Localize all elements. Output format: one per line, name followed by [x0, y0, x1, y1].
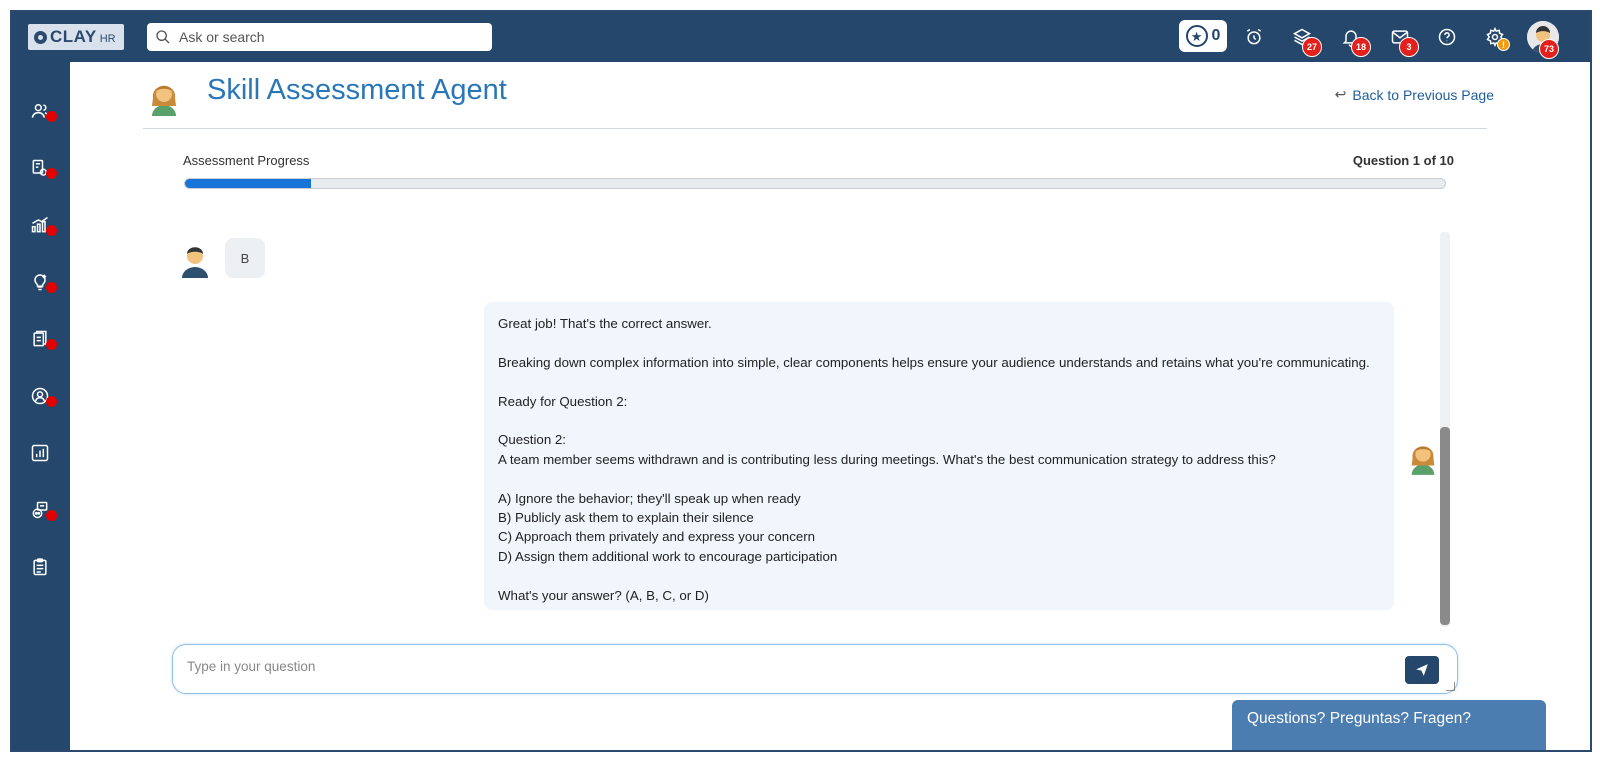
chat-scrollbar-thumb[interactable]: [1440, 427, 1450, 625]
page-title: Skill Assessment Agent: [207, 74, 507, 106]
back-arrow-icon: ↩: [1334, 86, 1347, 102]
report-chart-icon: [30, 443, 50, 463]
female-agent-avatar-icon: [146, 76, 182, 116]
layers-badge: 27: [1302, 37, 1322, 57]
sidebar-alert-dot: [46, 111, 57, 122]
sidebar-alert-dot: [46, 510, 57, 521]
message-line: What's your answer? (A, B, C, or D): [498, 587, 709, 603]
sidebar-alert-dot: [46, 339, 57, 350]
sidebar-item-agents[interactable]: [28, 498, 52, 522]
search-icon: [155, 29, 171, 45]
user-message-avatar: [178, 238, 212, 278]
answer-option-d: D) Assign them additional work to encourage participation: [498, 548, 838, 564]
message-line: Great job! That's the correct answer.: [498, 316, 712, 331]
user-message-bubble: B: [225, 238, 265, 278]
alarm-button[interactable]: [1241, 24, 1267, 50]
help-chat-tab[interactable]: Questions? Preguntas? Fragen?: [1232, 700, 1546, 752]
help-icon: [1437, 27, 1457, 47]
message-line: Breaking down complex information into simple, clear components helps ensure your audience understands and retains what you're communicating.: [498, 354, 1370, 370]
logo-suffix: HR: [99, 33, 116, 45]
sidebar-item-documents-settings[interactable]: [28, 156, 52, 180]
search-box[interactable]: [147, 23, 492, 51]
agent-message-bubble: [484, 302, 1394, 610]
messages-button[interactable]: [1387, 24, 1413, 50]
progress-label: Assessment Progress: [183, 153, 310, 168]
answer-option-b: B) Publicly ask them to explain their silence: [498, 510, 754, 525]
logo-mark-icon: [34, 31, 47, 44]
sidebar-item-tasks[interactable]: [28, 555, 52, 579]
sidebar-alert-dot: [46, 282, 57, 293]
layers-button[interactable]: [1289, 24, 1315, 50]
sidebar-alert-dot: [46, 225, 57, 236]
points-count: 0: [1211, 27, 1221, 44]
resize-handle[interactable]: [1446, 682, 1455, 691]
sidebar-item-documents[interactable]: [28, 327, 52, 351]
settings-button[interactable]: [1482, 24, 1508, 50]
message-composer: [172, 644, 1458, 694]
message-input[interactable]: [187, 659, 1367, 674]
send-icon: [1415, 663, 1429, 677]
alarm-clock-icon: [1244, 27, 1264, 47]
header-divider: [143, 128, 1487, 129]
sidebar-alert-dot: [46, 168, 57, 179]
star-icon: ★: [1186, 25, 1208, 47]
sidebar-item-profile[interactable]: [28, 384, 52, 408]
agent-avatar: [146, 76, 182, 116]
sidebar-item-ideas[interactable]: [28, 270, 52, 294]
female-agent-avatar-icon: [1406, 436, 1440, 476]
points-button[interactable]: [1179, 20, 1227, 52]
back-link-label: Back to Previous Page: [1352, 86, 1494, 103]
sidebar-item-reports[interactable]: [28, 441, 52, 465]
clipboard-icon: [30, 557, 50, 577]
help-button[interactable]: [1434, 24, 1460, 50]
question-counter: Question 1 of 10: [1352, 153, 1454, 168]
progress-bar-fill: [185, 179, 311, 188]
app-window: [10, 10, 1592, 752]
sidebar-alert-dot: [46, 396, 57, 407]
back-to-previous-page-link[interactable]: [1335, 86, 1494, 103]
sidebar-item-people[interactable]: [28, 99, 52, 123]
progress-bar: [184, 178, 1446, 189]
notifications-button[interactable]: [1338, 24, 1364, 50]
message-line: Ready for Question 2:: [498, 393, 628, 409]
message-line: A team member seems withdrawn and is contributing less during meetings. What's the best communication strategy to address this?: [498, 451, 1276, 467]
sidebar-item-growth[interactable]: [28, 213, 52, 237]
message-line: Question 2:: [498, 432, 567, 448]
settings-alert-badge: !: [1497, 38, 1510, 51]
left-sidebar: [12, 62, 70, 752]
answer-option-c: C) Approach them privately and express your concern: [498, 529, 816, 545]
chat-scrollbar[interactable]: [1440, 232, 1450, 627]
messages-badge: 3: [1399, 37, 1419, 57]
male-user-avatar-icon: [178, 238, 212, 278]
top-navigation-bar: [12, 12, 1590, 62]
agent-message-avatar: [1406, 436, 1440, 476]
notifications-badge: 18: [1351, 37, 1371, 57]
clayhr-logo[interactable]: [28, 24, 124, 50]
logo-text: CLAY: [50, 27, 97, 46]
answer-option-a: A) Ignore the behavior; they'll speak up when ready: [498, 490, 801, 506]
avatar-badge: 73: [1539, 39, 1559, 59]
send-button[interactable]: [1405, 656, 1439, 684]
search-input[interactable]: [179, 29, 479, 45]
